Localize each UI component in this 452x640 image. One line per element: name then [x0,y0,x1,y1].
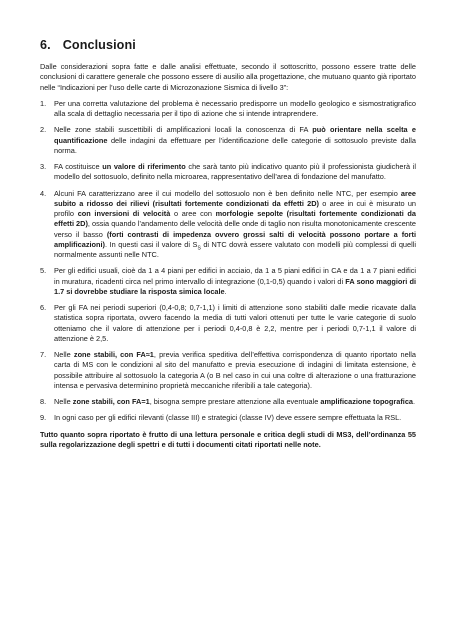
emphasis-text: con inversioni di velocità [77,209,171,218]
closing-statement: Tutto quanto sopra riportato è frutto di una lettura personale e critica degli studi di MS3, dell’ordinanza 55 sulla regolarizzazione degli spettri e di tutti i documenti citati riportati nelle note. [40,429,416,449]
conclusions-list [40,99,416,424]
body-text: . In questi casi il valore di S [105,239,198,249]
list-item-number: 1. [40,98,47,108]
list-item-number: 3. [40,162,47,171]
body-text: . [224,286,227,296]
emphasis-text: zone stabili, con FA≈1 [73,350,154,359]
list-item-text [54,162,416,183]
list-item [40,303,416,344]
list-item-number: 4. [40,188,47,198]
body-text: Nelle [54,350,74,359]
body-text: S [197,245,201,252]
body-text: delle indagini da effettuare per l’identificazione delle categorie di sottosuolo previste dalla norma. [54,135,416,155]
list-item [40,397,416,407]
emphasis-text: può orientare nella scelta e quantificazione [54,125,417,145]
list-item-number: 7. [40,350,47,359]
body-text: che sarà tanto più indicativo quanto più il professionista giudicherà il modello del sottosuolo, definito nella microarea, rappresentativo dell’area di fondazione del manufatto. [54,162,416,182]
section-number: 6. [40,38,51,52]
list-item [40,266,416,297]
section-heading [40,38,416,52]
body-text: Per gli FA nei periodi superiori (0,4-0,8; 0,7-1,1) i limiti di attenzione sono stabiliti dalle medie ricavate dalla statistica sopra riportata, ovvero facendo la media di tutti valori ottenuti per tutte le varie categorie di suolo otteniamo che il valore di attenzione per i periodi 0,4-0,8 è 2,2, mentre per i periodi 0,7-1,1 il valore di attenzione è 2,5. [54,303,416,343]
body-text: , previa verifica speditiva dell’effettiva corrispondenza di quanto riportato nella carta di MS con le condizioni al sito del manufatto e previa esecuzione di indagini di limitata estensione, è possibile attribuire al sottosuolo la categoria A (o B nel caso in cui una coltre di alterazione o una fratturazione intensa e pervasiva determinino proprietà meccaniche riferibili a tale categoria). [54,350,416,390]
list-item [40,99,416,120]
list-item-number: 8. [40,397,47,406]
emphasis-text: amplificazione topografica [320,397,414,406]
body-text: Per gli edifici usuali, cioè da 1 a 4 piani per edifici in acciaio, da 1 a 5 piani edifici in CA e da 1 a 7 piani edifici in muratura, ricadenti circa nel primo intervallo di integrazione (0,1-0,5) quando i valori di [54,266,416,286]
body-text: FA costituisce [54,162,103,171]
emphasis-text: un valore di riferimento [102,162,186,171]
list-item-text [54,189,416,261]
body-text: di NTC dovrà essere valutato con modelli più complessi di quelli normalmente assunti nelle NTC. [54,239,416,259]
emphasis-text: morfologie sepolte (risultati fortemente condizionati da effetti 2D) [54,209,416,229]
body-text: Per una corretta valutazione del problema è necessario predisporre un modello geologico e sismostratigrafico alla scala di dettaglio necessaria per il tipo di azione che si intende intraprendere. [54,98,416,118]
body-text: o aree con [170,209,216,218]
section-title: Conclusioni [62,38,136,52]
list-item-text [54,413,416,423]
body-text: , ossia quando l’andamento delle velocità delle onde di taglio non risulta monotonicamente crescente verso il basso [54,219,416,239]
body-text: In ogni caso per gli edifici rilevanti (classe III) e strategici (classe IV) deve essere sempre effettuata la RSL. [54,413,402,423]
body-text: , bisogna sempre prestare attenzione alla eventuale [149,397,321,406]
emphasis-text: zone stabili, con FA=1 [72,397,150,406]
list-item-text [54,350,416,391]
intro-paragraph: Dalle considerazioni sopra fatte e dalle analisi effettuate, secondo il sottoscritto, possono essere tratte delle conclusioni di carattere generale che possono essere di ausilio alla progettazione, che mutuano quanto già riportato nelle “Indicazioni per l’uso delle carte di Microzonazione Sismica di livello 3”: [40,62,416,92]
list-item-number: 2. [40,125,47,135]
list-item [40,189,416,261]
list-item [40,125,416,156]
list-item [40,413,416,423]
document-page [40,38,416,457]
emphasis-text: (forti contrasti di impedenza ovvero grossi salti di velocità possono portare a forti amplificazioni) [54,229,416,249]
body-text: . [413,397,416,406]
list-item-number: 6. [40,303,47,312]
emphasis-text: aree subito a ridosso dei rilievi (risultati fortemente condizionati da effetti 2D) [54,188,416,208]
body-text: o aree in cui è misurato un profilo [54,198,416,218]
body-text: Nelle [54,397,73,406]
list-item [40,350,416,391]
list-item [40,162,416,183]
list-item-number: 5. [40,266,47,276]
emphasis-text: FA sono maggiori di 1.7 si dovrebbe studiare la risposta simica locale [54,276,417,296]
list-item-number: 9. [40,413,47,423]
body-text: Nelle zone stabili suscettibili di amplificazioni locali la conoscenza di FA [54,125,313,135]
list-item-text [54,266,416,297]
list-item-text [54,303,416,344]
list-item-text [54,125,416,156]
list-item-text [54,397,416,407]
list-item-text [54,99,416,120]
body-text: Alcuni FA caratterizzano aree il cui modello del sottosuolo non è ben definito nelle NTC, per esempio [54,188,401,198]
